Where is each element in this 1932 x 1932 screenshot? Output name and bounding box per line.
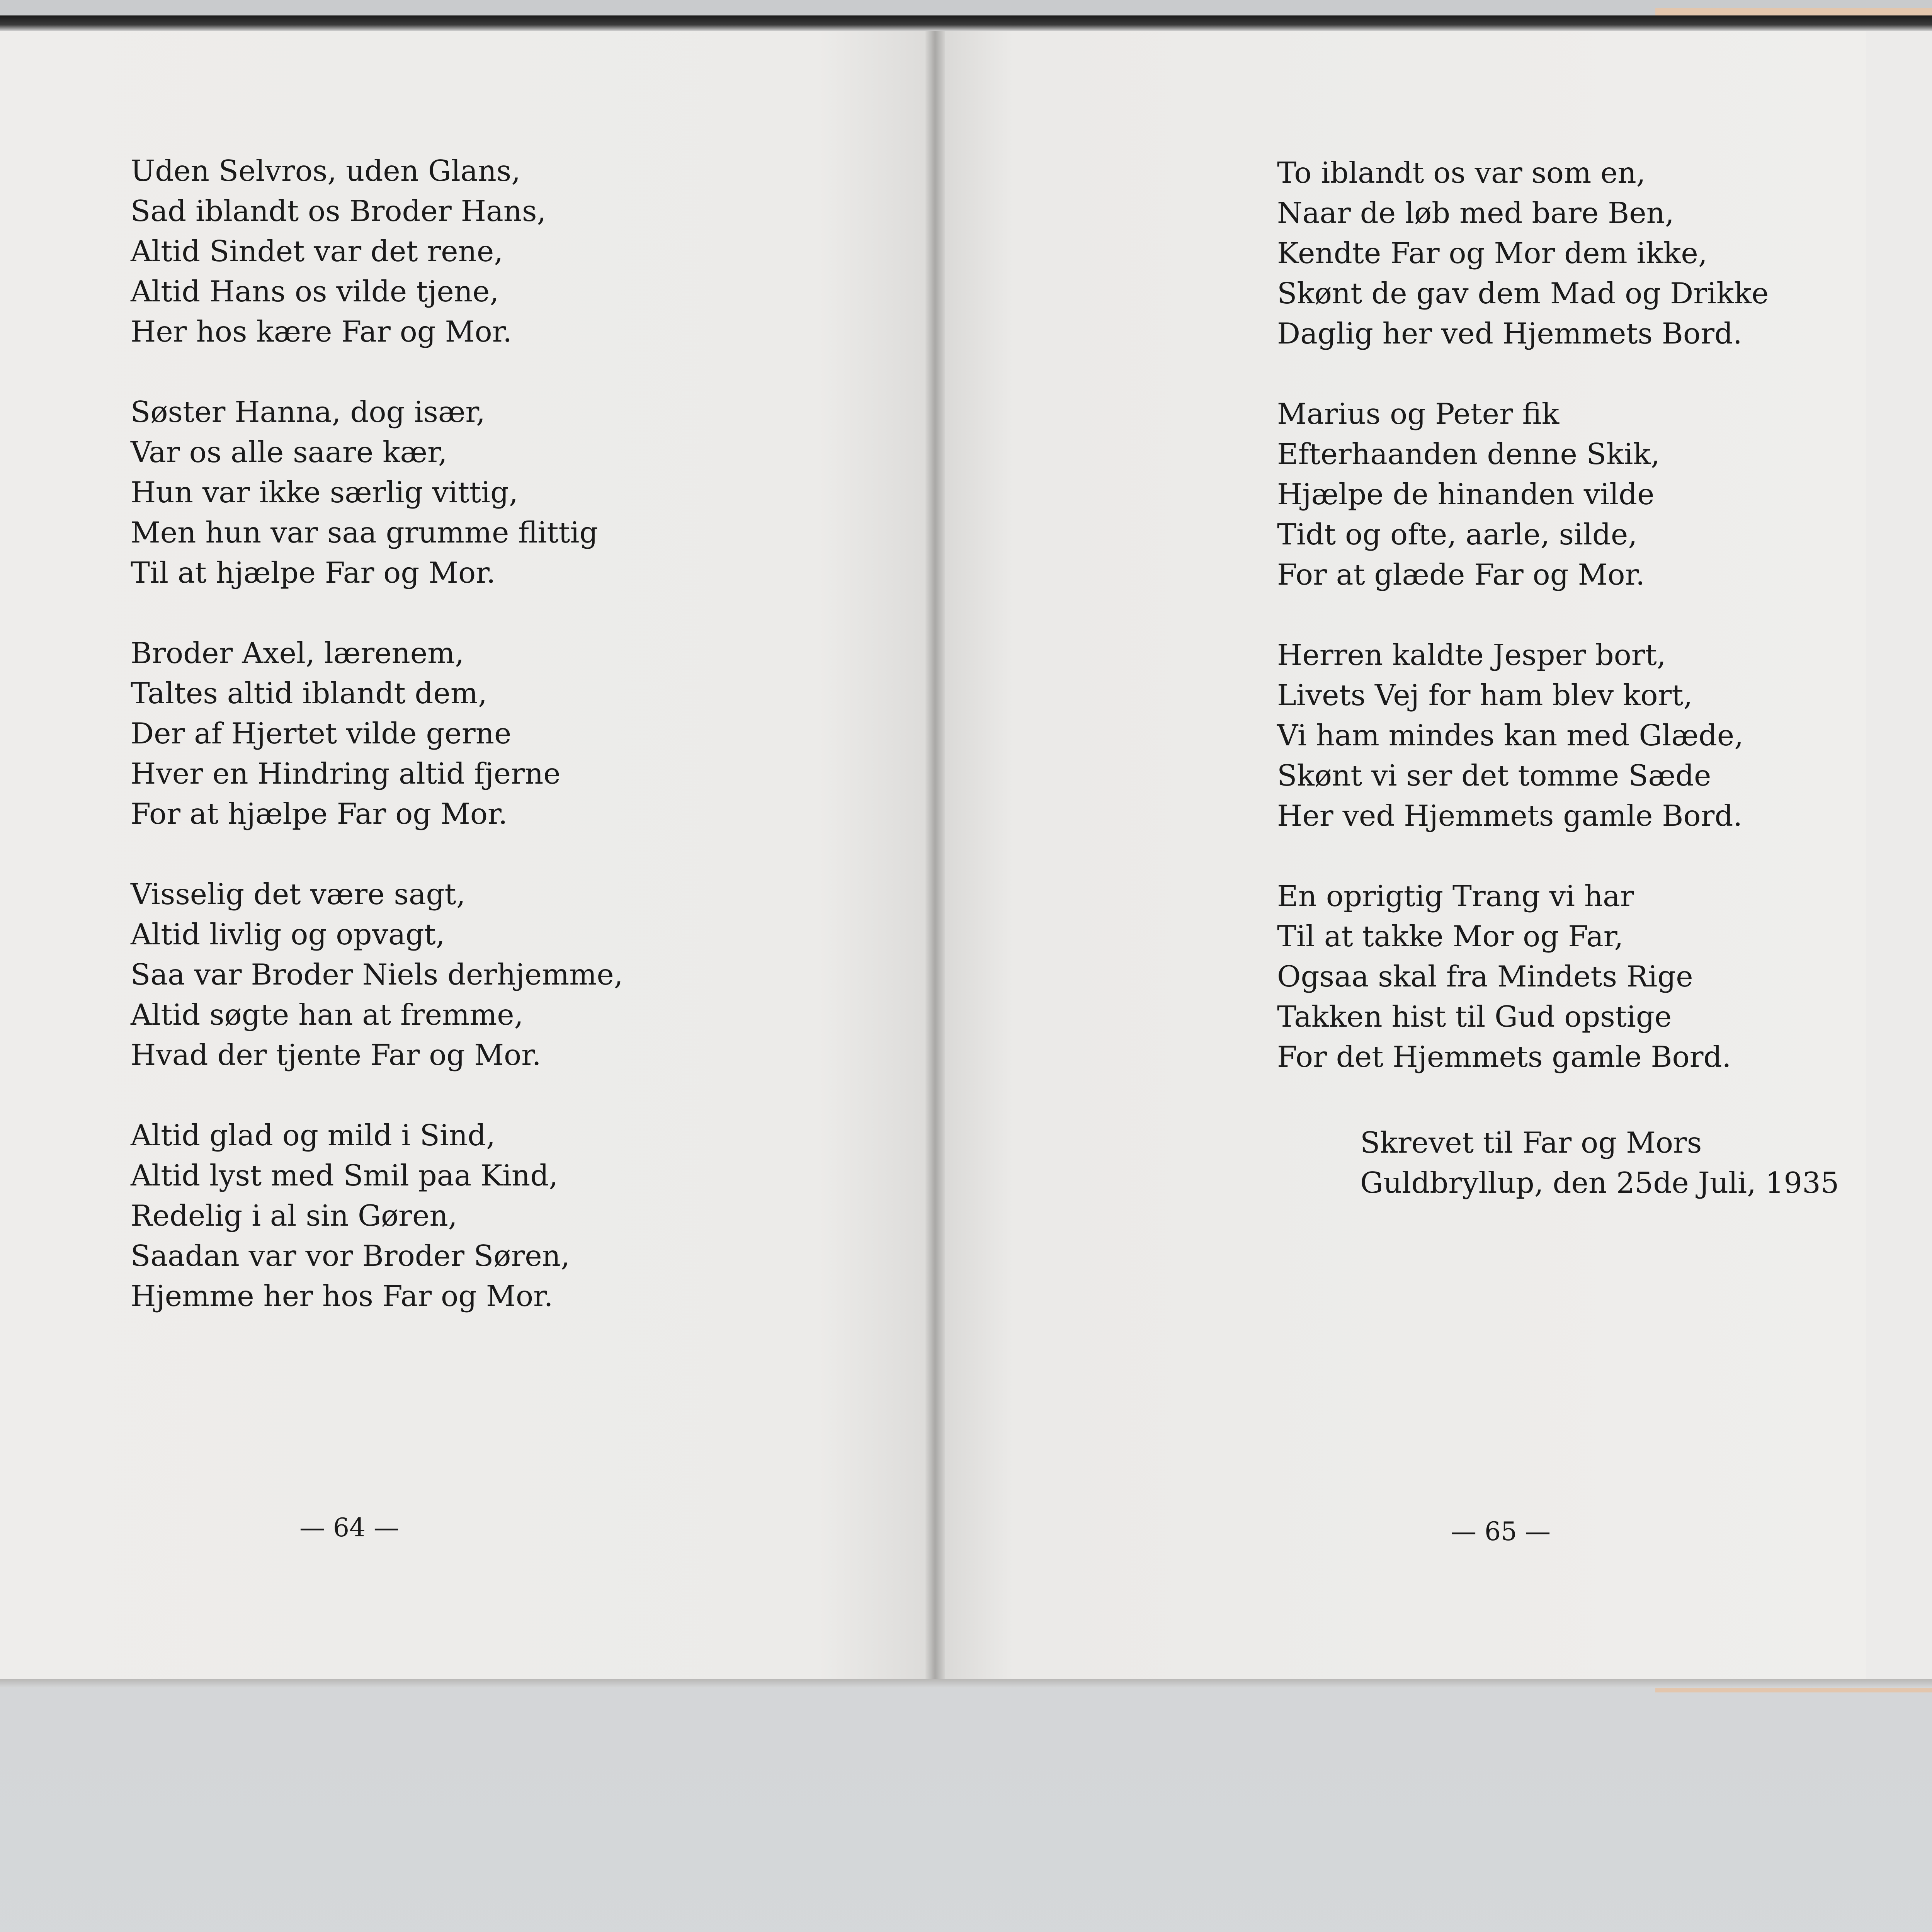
verse-line: For det Hjemmets gamle Bord. <box>1277 1040 1731 1074</box>
verse-line: Her ved Hjemmets gamle Bord. <box>1277 799 1743 833</box>
verse-line: Naar de løb med bare Ben, <box>1277 196 1674 230</box>
stanza <box>131 633 623 834</box>
verse-line: Redelig i al sin Gøren, <box>131 1199 457 1233</box>
verse-line: Skønt vi ser det tomme Sæde <box>1277 759 1711 793</box>
left-page-poem <box>131 151 623 1316</box>
verse-line: Saadan var vor Broder Søren, <box>131 1239 570 1273</box>
verse-line: Altid Hans os vilde tjene, <box>131 274 499 308</box>
verse-line: Visselig det være sagt, <box>131 877 466 911</box>
verse-line: Til at hjælpe Far og Mor. <box>131 556 496 590</box>
verse-line: Men hun var saa grumme flittig <box>131 515 598 549</box>
verse-line: Herren kaldte Jesper bort, <box>1277 638 1666 672</box>
poem-signature <box>1360 1122 1839 1203</box>
verse-line: Altid søgte han at fremme, <box>131 998 524 1032</box>
booklet-bottom-edge <box>0 1679 1932 1688</box>
stanza <box>131 1115 623 1316</box>
verse-line: Hver en Hindring altid fjerne <box>131 757 561 791</box>
verse-line: Var os alle saare kær, <box>131 435 447 469</box>
stanza <box>131 874 623 1075</box>
verse-line: Taltes altid iblandt dem, <box>131 676 487 710</box>
stanza <box>1277 153 1769 354</box>
verse-line: Kendte Far og Mor dem ikke, <box>1277 236 1708 270</box>
verse-line: Vi ham mindes kan med Glæde, <box>1277 718 1744 752</box>
verse-line: Uden Selvros, uden Glans, <box>131 154 521 188</box>
verse-line: Daglig her ved Hjemmets Bord. <box>1277 316 1742 350</box>
verse-line: Sad iblandt os Broder Hans, <box>131 194 546 228</box>
page-gutter <box>925 31 945 1685</box>
verse-line: Altid livlig og opvagt, <box>131 917 445 951</box>
verse-line: Hjælpe de hinanden vilde <box>1277 477 1655 511</box>
stanza <box>1277 635 1769 836</box>
verse-line: For at hjælpe Far og Mor. <box>131 797 508 831</box>
verse-line: Tidt og ofte, aarle, silde, <box>1277 517 1638 551</box>
verse-line: For at glæde Far og Mor. <box>1277 558 1645 592</box>
verse-line: En oprigtig Trang vi har <box>1277 879 1634 913</box>
stanza <box>1277 394 1769 595</box>
verse-line: Efterhaanden denne Skik, <box>1277 437 1660 471</box>
stanza <box>131 392 623 593</box>
verse-line: Marius og Peter fik <box>1277 397 1560 431</box>
verse-line: Saa var Broder Niels derhjemme, <box>131 957 623 992</box>
verse-line: Skønt de gav dem Mad og Drikke <box>1277 276 1769 310</box>
stanza <box>131 151 623 352</box>
verse-line: Takken hist til Gud opstige <box>1277 1000 1672 1034</box>
stanza <box>1277 876 1769 1077</box>
verse-line: Hun var ikke særlig vittig, <box>131 475 518 509</box>
booklet-top-edge <box>0 15 1932 31</box>
page-number: — 65 — <box>1451 1517 1551 1546</box>
verse-line: Der af Hjertet vilde gerne <box>131 716 512 750</box>
verse-line: Til at takke Mor og Far, <box>1277 919 1624 953</box>
verse-line: Her hos kære Far og Mor. <box>131 315 512 349</box>
signature-line: Skrevet til Far og Mors <box>1360 1126 1702 1160</box>
verse-line: Altid Sindet var det rene, <box>131 234 503 268</box>
verse-line: Altid glad og mild i Sind, <box>131 1118 495 1152</box>
verse-line: Hjemme her hos Far og Mor. <box>131 1279 553 1313</box>
verse-line: Broder Axel, lærenem, <box>131 636 464 670</box>
verse-line: Ogsaa skal fra Mindets Rige <box>1277 959 1693 993</box>
verse-line: Altid lyst med Smil paa Kind, <box>131 1158 558 1192</box>
verse-line: Søster Hanna, dog især, <box>131 395 485 429</box>
right-page-poem <box>1277 153 1769 1077</box>
verse-line: Livets Vej for ham blev kort, <box>1277 678 1693 712</box>
verse-line: To iblandt os var som en, <box>1277 156 1646 190</box>
page-number: — 64 — <box>299 1513 399 1543</box>
signature-line: Guldbryllup, den 25de Juli, 1935 <box>1360 1166 1839 1200</box>
verse-line: Hvad der tjente Far og Mor. <box>131 1038 541 1072</box>
